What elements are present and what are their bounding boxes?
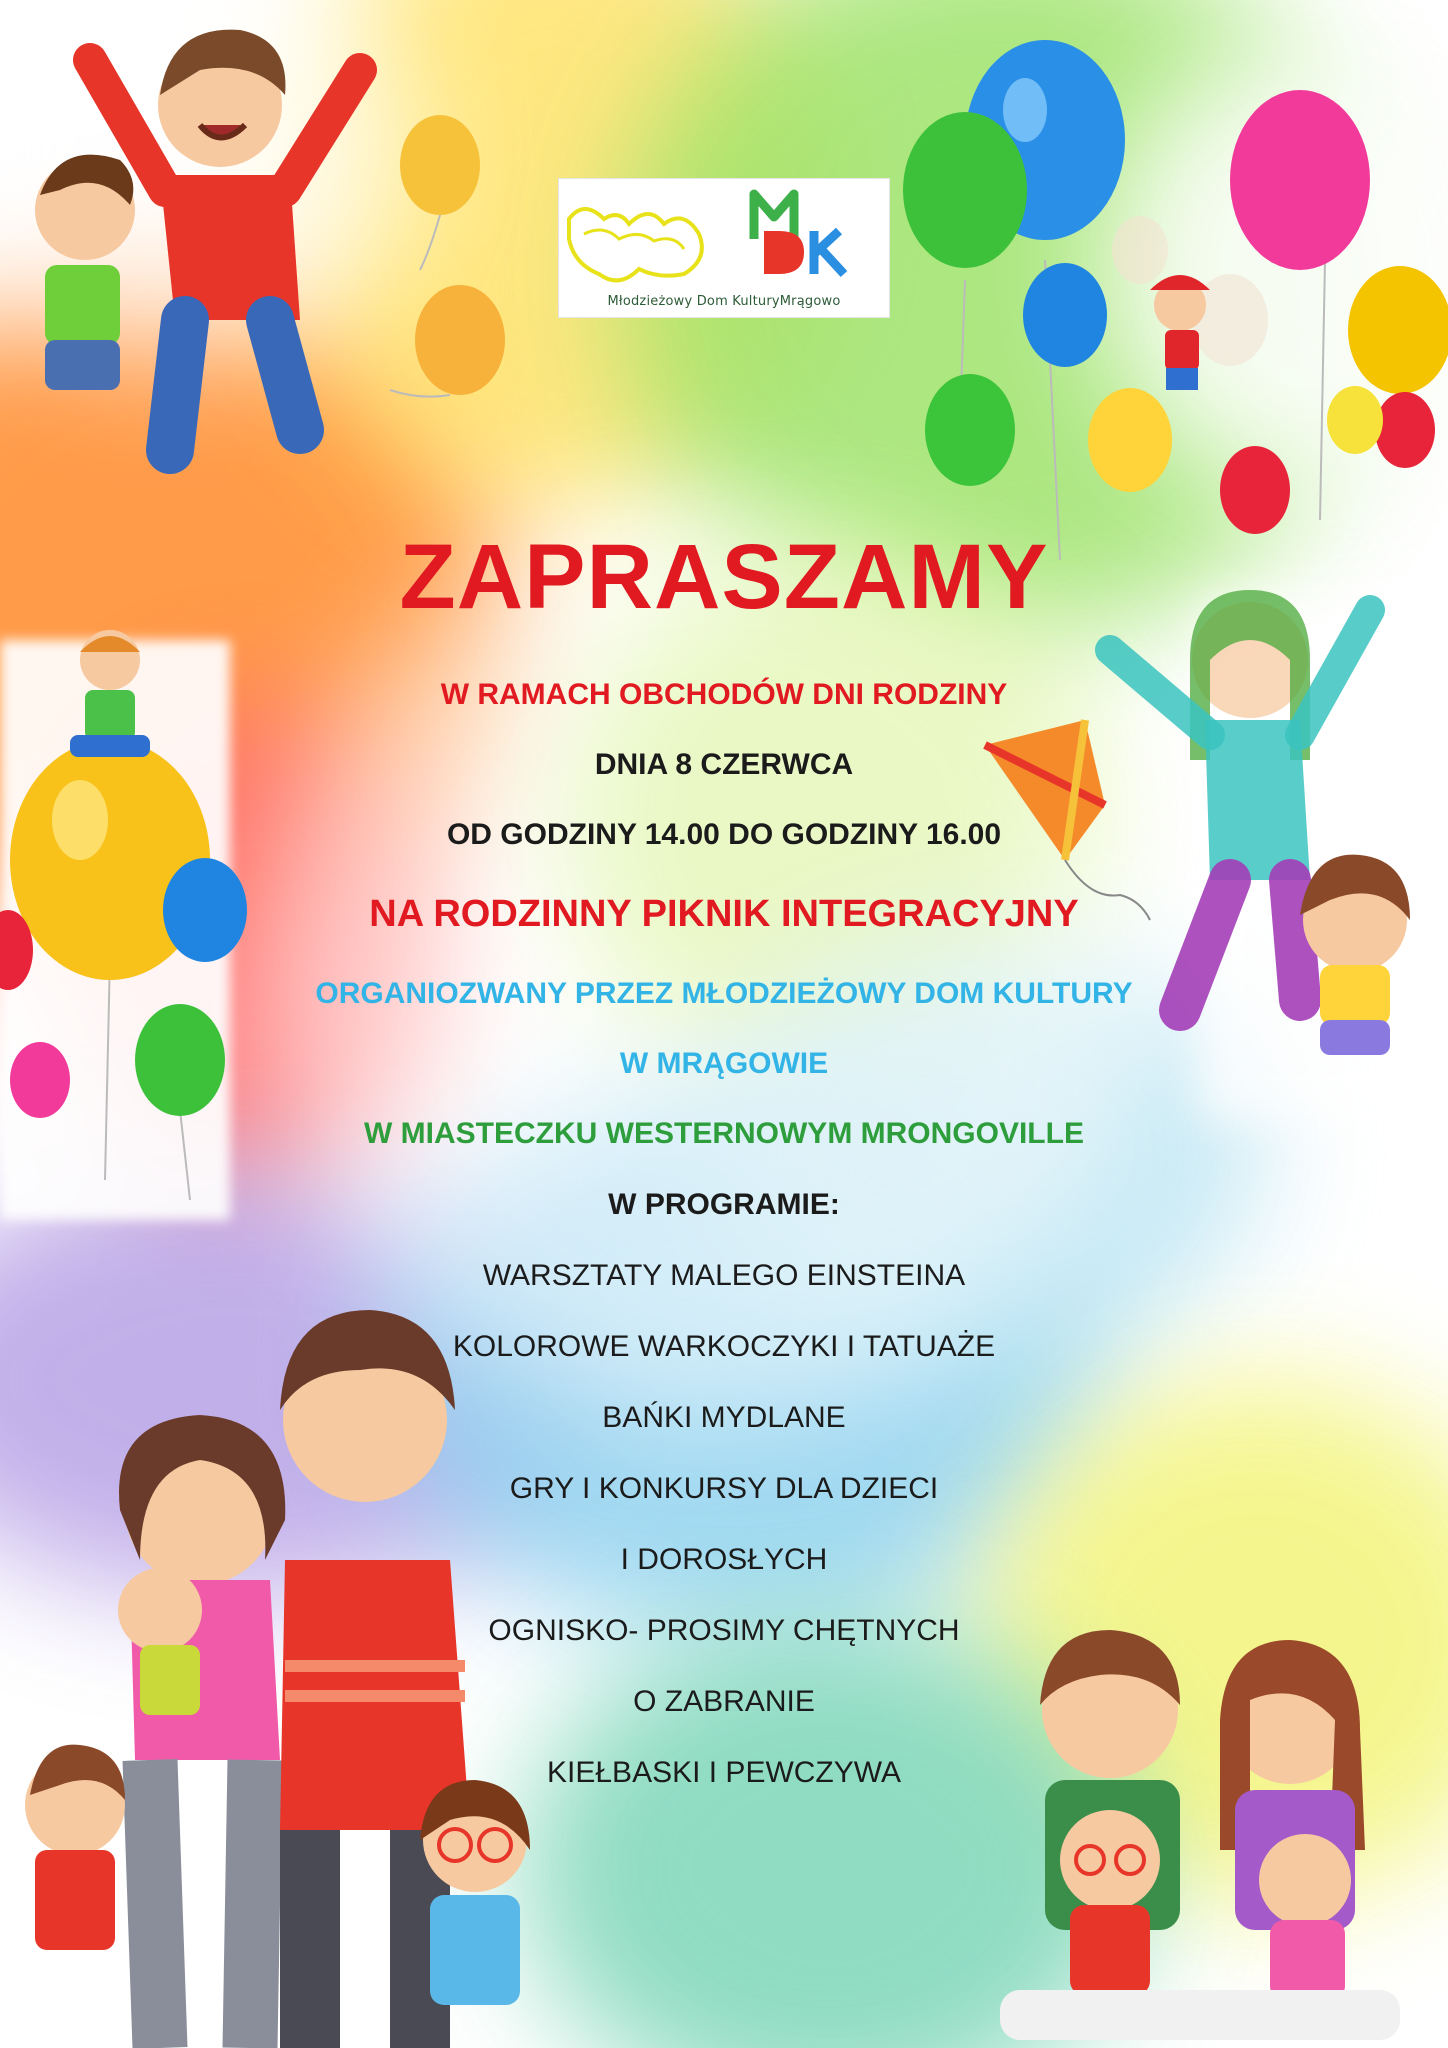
program-item: OGNISKO- PROSIMY CHĘTNYCH [488,1614,960,1647]
program-item: KOLOROWE WARKOCZYKI I TATUAŻE [452,1330,996,1363]
organizer-city-line: W MRĄGOWIE [619,1047,829,1080]
occasion-line: W RAMACH OBCHODÓW DNI RODZINY [440,678,1008,711]
organizer-line: ORGANIOZWANY PRZEZ MŁODZIEŻOWY DOM KULTURY [315,977,1133,1010]
program-heading: W PROGRAMIE: [608,1188,840,1221]
mdk-logo [558,178,890,318]
date-line: DNIA 8 CZERWCA [594,748,854,781]
logo-caption: Młodzieżowy Dom KulturyMrągowo [607,294,841,309]
program-item: BAŃKI MYDLANE [602,1401,846,1434]
balloons-top-middle [390,115,505,397]
venue-line: W MIASTECZKU WESTERNOWYM MRONGOVILLE [364,1117,1084,1150]
jumping-dad-and-son [35,30,360,450]
program-item: GRY I KONKURSY DLA DZIECI [509,1472,939,1505]
program-item: KIEŁBASKI I PEWCZYWA [547,1756,901,1789]
event-line: NA RODZINNY PIKNIK INTEGRACYJNY [369,893,1079,935]
program-item: I DOROSŁYCH [620,1543,828,1576]
poster-title: ZAPRASZAMY [399,526,1049,628]
time-line: OD GODZINY 14.00 DO GODZINY 16.00 [446,818,1002,851]
balloon-cluster-top [903,40,1448,560]
program-item: WARSZTATY MALEGO EINSTEINA [482,1259,966,1292]
program-item: O ZABRANIE [633,1685,815,1718]
